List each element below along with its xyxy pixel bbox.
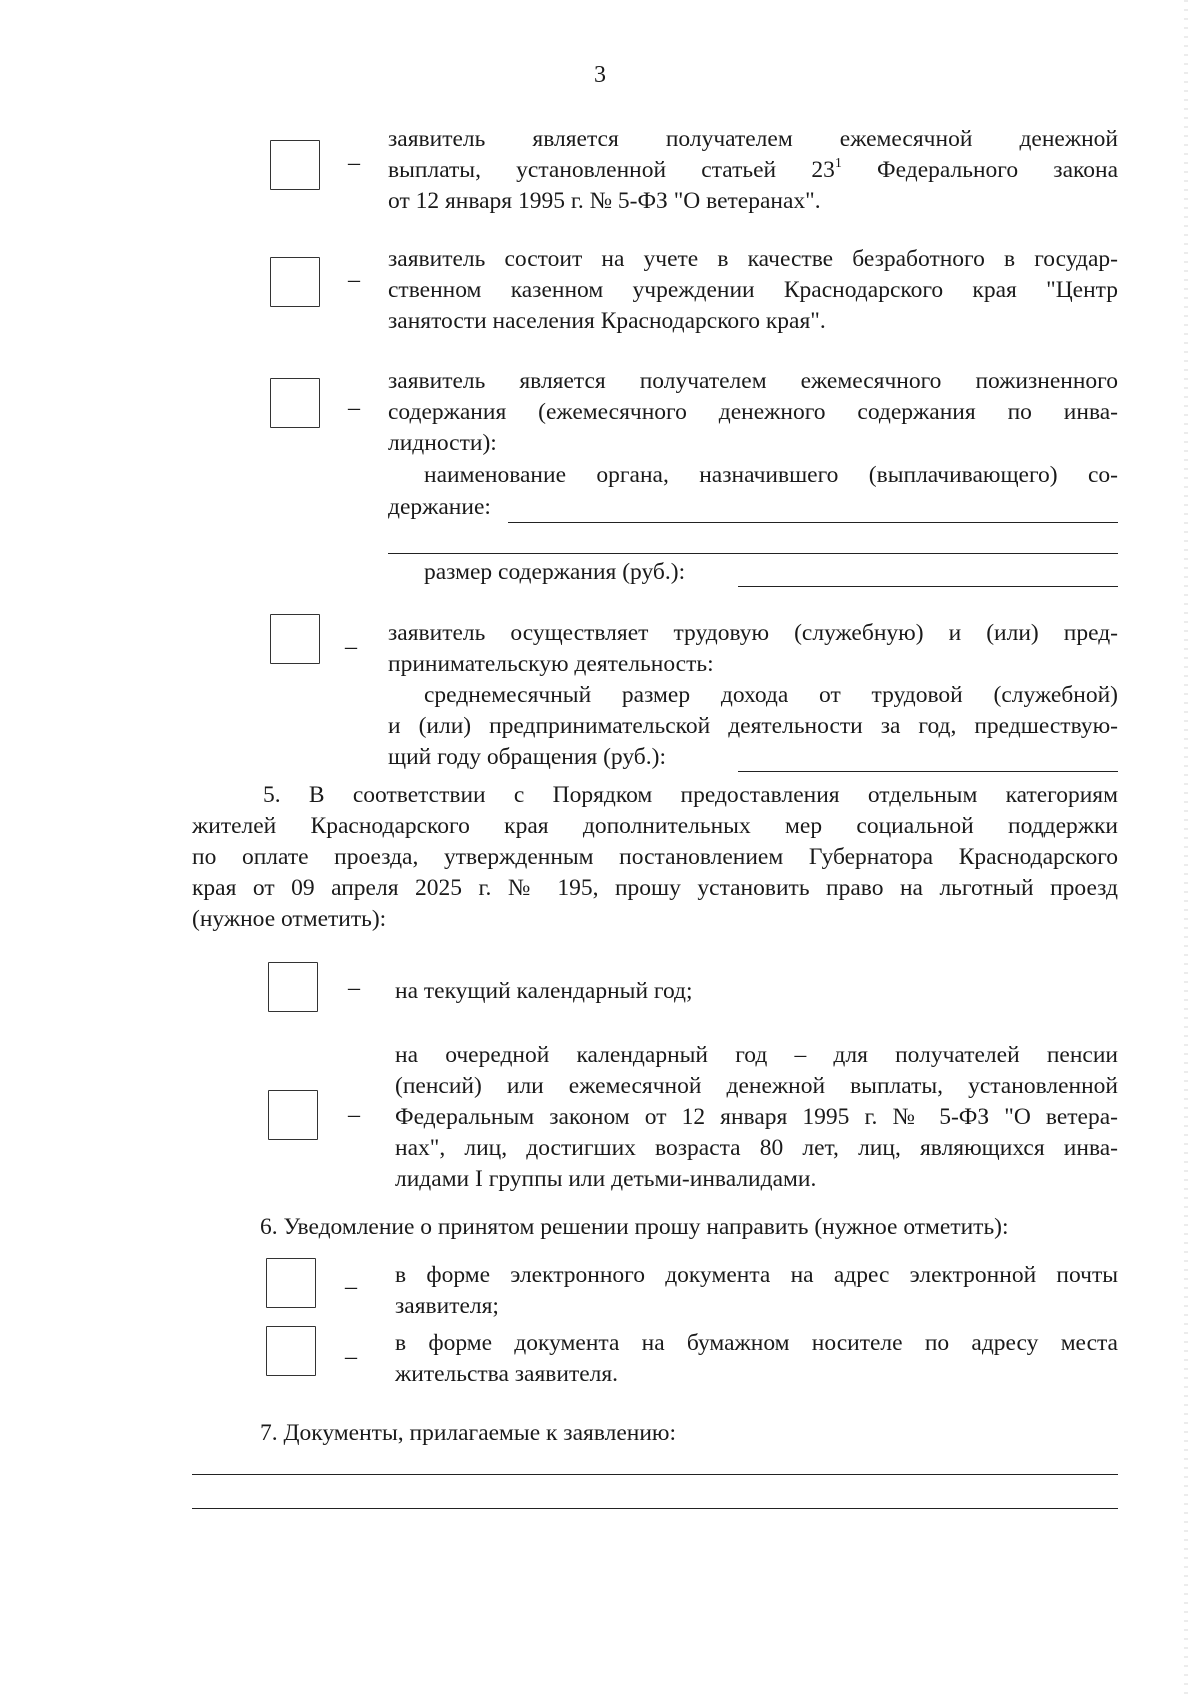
dash: – bbox=[348, 395, 360, 421]
dash: – bbox=[348, 150, 360, 176]
sec5-opt1: на текущий календарный год; bbox=[395, 978, 693, 1004]
checkbox-monthly-payment-veterans[interactable] bbox=[270, 140, 320, 190]
item3-sub3: размер содержания (руб.): bbox=[424, 559, 686, 585]
item4-sub2: и (или) предпринимательской деятельности за год, предшествую- bbox=[388, 713, 1118, 739]
item1-line3: от 12 января 1995 г. № 5-ФЗ "О ветеранах". bbox=[388, 188, 821, 214]
dash: – bbox=[348, 975, 360, 1001]
item4-sub1: среднемесячный размер дохода от трудовой (служебной) bbox=[424, 682, 1118, 708]
dash: – bbox=[348, 1102, 360, 1128]
item1-line2-tail: Федерального закона bbox=[841, 157, 1118, 183]
dash: – bbox=[348, 267, 360, 293]
sec5-opt2-line4: нах", лиц, достигших возраста 80 лет, лиц, являющихся инва- bbox=[395, 1135, 1118, 1161]
checkbox-unemployed[interactable] bbox=[270, 257, 320, 307]
page-number: 3 bbox=[594, 62, 606, 88]
sec5-line5: (нужное отметить): bbox=[192, 906, 387, 932]
sec5-line2: жителей Краснодарского края дополнительных мер социальной поддержки bbox=[192, 813, 1118, 839]
authority-name-field-line2[interactable] bbox=[388, 553, 1118, 554]
dash: _ bbox=[345, 626, 357, 652]
item4-line2: принимательскую деятельность: bbox=[388, 651, 714, 677]
average-income-field[interactable] bbox=[738, 771, 1118, 772]
dash: _ bbox=[345, 1266, 357, 1292]
item3-line2: содержания (ежемесячного денежного содержания по инва- bbox=[388, 399, 1118, 425]
item2-line3: занятости населения Краснодарского края". bbox=[388, 308, 826, 334]
item3-line3: лидности): bbox=[388, 430, 497, 456]
item2-line1: заявитель состоит на учете в качестве безработного в государ- bbox=[388, 246, 1118, 272]
item1-line2-text: выплаты, установленной статьей 23 bbox=[388, 157, 835, 183]
checkbox-next-year[interactable] bbox=[268, 1090, 318, 1140]
sec5-line3: по оплате проезда, утвержденным постановлением Губернатора Краснодарского bbox=[192, 844, 1118, 870]
sec5-opt2-line2: (пенсий) или ежемесячной денежной выплаты, установленной bbox=[395, 1073, 1118, 1099]
checkbox-lifetime-allowance[interactable] bbox=[270, 378, 320, 428]
checkbox-email-notification[interactable] bbox=[266, 1258, 316, 1308]
sec6-opt2-line2: жительства заявителя. bbox=[395, 1361, 619, 1387]
sec5-line4: края от 09 апреля 2025 г. № 195, прошу установить право на льготный проезд bbox=[192, 875, 1118, 901]
checkbox-current-year[interactable] bbox=[268, 962, 318, 1012]
item3-sub2: держание: bbox=[388, 494, 491, 520]
checkbox-employment[interactable] bbox=[270, 614, 320, 664]
attached-documents-line1[interactable] bbox=[192, 1474, 1118, 1475]
sec5-line1: 5. В соответствии с Порядком предоставления отдельным категориям bbox=[263, 782, 1118, 808]
item3-line1: заявитель является получателем ежемесячного пожизненного bbox=[388, 368, 1118, 394]
scan-edge-artifact bbox=[1184, 0, 1188, 1694]
item1-line2 bbox=[388, 155, 1118, 185]
dash: _ bbox=[345, 1336, 357, 1362]
checkbox-paper-notification[interactable] bbox=[266, 1326, 316, 1376]
sec6-title: 6. Уведомление о принятом решении прошу направить (нужное отметить): bbox=[260, 1214, 1009, 1240]
allowance-amount-field[interactable] bbox=[738, 586, 1118, 587]
item4-sub3: щий году обращения (руб.): bbox=[388, 744, 666, 770]
sec6-opt1-line2: заявителя; bbox=[395, 1293, 499, 1319]
item4-line1: заявитель осуществляет трудовую (служебную) и (или) пред- bbox=[388, 620, 1118, 646]
sec7-title: 7. Документы, прилагаемые к заявлению: bbox=[260, 1420, 677, 1446]
sec6-opt2-line1: в форме документа на бумажном носителе по адресу места bbox=[395, 1330, 1118, 1356]
item3-sub1: наименование органа, назначившего (выплачивающего) со- bbox=[424, 462, 1118, 488]
superscript: 1 bbox=[834, 156, 842, 171]
sec5-opt2-line3: Федеральным законом от 12 января 1995 г. № 5-ФЗ "О ветера- bbox=[395, 1104, 1118, 1130]
attached-documents-line2[interactable] bbox=[192, 1508, 1118, 1509]
item2-line2: ственном казенном учреждении Краснодарского края "Центр bbox=[388, 277, 1118, 303]
authority-name-field[interactable] bbox=[508, 522, 1118, 523]
item1-line1: заявитель является получателем ежемесячной денежной bbox=[388, 126, 1118, 152]
sec5-opt2-line1: на очередной календарный год – для получателей пенсии bbox=[395, 1042, 1118, 1068]
sec6-opt1-line1: в форме электронного документа на адрес электронной почты bbox=[395, 1262, 1118, 1288]
sec5-opt2-line5: лидами I группы или детьми-инвалидами. bbox=[395, 1166, 817, 1192]
